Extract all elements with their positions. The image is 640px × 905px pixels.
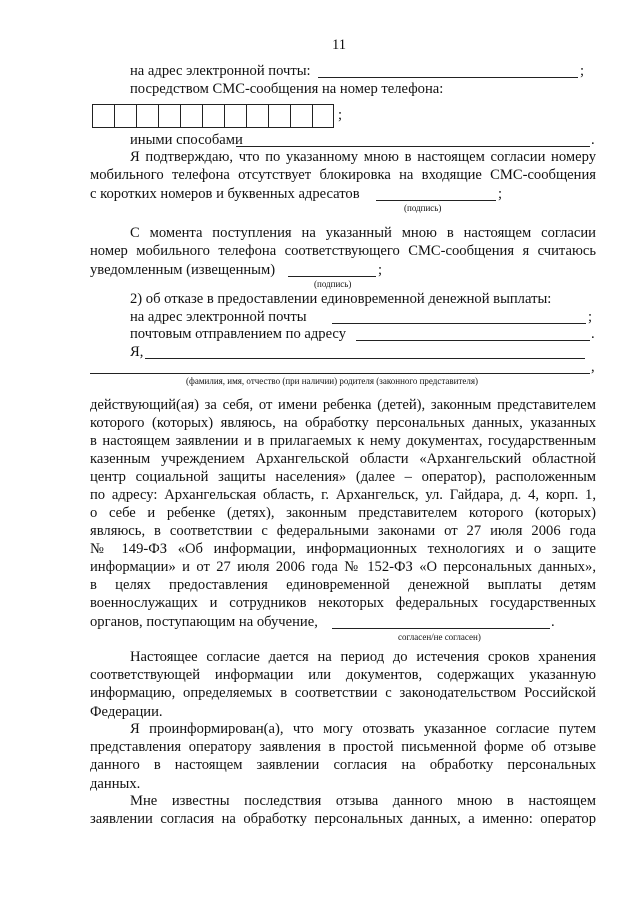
name-field-1[interactable] — [145, 358, 585, 359]
confirm-line-2: мобильного телефона отсутствует блокировка на входящие СМС-сообщения — [90, 167, 596, 183]
confirm-end: ; — [498, 186, 503, 202]
consent-line: казенным учреждением Архангельской области «Архангельский областной — [90, 451, 596, 467]
period-line: информацию, определяемых в соответствии с законодательством Российской — [90, 685, 596, 701]
consent-line: центр социальной защиты населения» (далее – оператор), расположенным — [90, 469, 596, 485]
i-label: Я, — [130, 344, 144, 360]
notice-signature-caption: (подпись) — [314, 279, 352, 289]
consent-line: о себе и ребенке (детях), законным представителем которого (которых) — [90, 505, 596, 521]
page-number: 11 — [332, 37, 347, 53]
consent-line: которого (которых) являюсь, на обработку персональных данных, указанных — [90, 415, 596, 431]
other-ways-label: иными способами — [130, 132, 243, 148]
informed-line: Я проинформирован(а), что могу отозвать указанное согласие путем — [130, 721, 596, 737]
consent-line: военнослужащих и сотрудников некоторых федеральных государственных — [90, 595, 596, 611]
refusal-email-label: на адрес электронной почты — [130, 309, 307, 325]
phone-digit-box[interactable] — [92, 104, 114, 128]
refusal-email-end: ; — [588, 309, 593, 325]
confirm-line-3: с коротких номеров и буквенных адресатов — [90, 186, 360, 202]
consent-line: являюсь, в соответствии с федеральными законами от 27 июля 2006 года — [90, 523, 596, 539]
notice-line-1: С момента поступления на указанный мною в настоящем согласии — [130, 225, 596, 241]
consent-line: действующий(ая) за себя, от имени ребенка (детей), законным представителем — [90, 397, 596, 413]
notice-line-2: номер мобильного телефона соответствующего СМС-сообщения я считаюсь — [90, 243, 596, 259]
informed-line: данного в настоящем заявлении согласия на обработку персональных — [90, 757, 596, 773]
consent-choice-field[interactable] — [332, 628, 550, 629]
informed-line: представления оператору заявления в простой письменной форме об отзыве — [90, 739, 596, 755]
consequences-line: заявлении согласия на обработку персональных данных, а именно: оператор — [90, 811, 596, 827]
sms-label: посредством СМС-сообщения на номер телефона: — [130, 81, 444, 97]
other-ways-field[interactable] — [236, 146, 590, 147]
phone-digit-box[interactable] — [290, 104, 312, 128]
name-caption: (фамилия, имя, отчество (при наличии) родителя (законного представителя) — [186, 376, 479, 386]
notice-end: ; — [378, 262, 383, 278]
phone-digit-box[interactable] — [136, 104, 158, 128]
other-ways-end: . — [591, 132, 595, 148]
consent-line: органов, поступающим на обучение, — [90, 614, 318, 630]
refusal-post-field[interactable] — [356, 340, 590, 341]
consent-line: в настоящем заявлении и в прилагаемых к нему документах, государственным — [90, 433, 596, 449]
email-field[interactable] — [318, 77, 578, 78]
phone-digit-box[interactable] — [312, 104, 334, 128]
consent-line: в целях предоставления единовременной денежной выплаты детям — [90, 577, 596, 593]
refusal-post-label: почтовым отправлением по адресу — [130, 326, 347, 342]
consent-line: по адресу: Архангельская область, г. Архангельск, ул. Гайдара, д. 4, корп. 1, — [90, 487, 596, 503]
notice-line-3: уведомленным (извещенным) — [90, 262, 276, 278]
name-end: , — [591, 359, 595, 375]
confirm-signature-caption: (подпись) — [404, 203, 442, 213]
confirm-line-1: Я подтверждаю, что по указанному мною в настоящем согласии номеру — [130, 149, 596, 165]
informed-line: данных. — [90, 776, 141, 792]
refusal-post-end: . — [591, 326, 595, 342]
phone-digit-box[interactable] — [180, 104, 202, 128]
period-line: Настоящее согласие дается на период до истечения сроков хранения — [130, 649, 596, 665]
period-line: Федерации. — [90, 704, 163, 720]
phone-digit-box[interactable] — [246, 104, 268, 128]
phone-end: ; — [338, 107, 343, 123]
phone-digit-box[interactable] — [268, 104, 290, 128]
phone-digit-box[interactable] — [224, 104, 246, 128]
consequences-line: Мне известны последствия отзыва данного мною в настоящем — [130, 793, 596, 809]
email-label: на адрес электронной почты: — [130, 63, 311, 79]
phone-digit-box[interactable] — [158, 104, 180, 128]
consent-line: № 149-ФЗ «Об информации, информационных технологиях и о защите — [90, 541, 596, 557]
period-line: соответствующей информации или документов, содержащих указанную — [90, 667, 596, 683]
refusal-email-field[interactable] — [332, 323, 586, 324]
notice-signature-field[interactable] — [288, 276, 376, 277]
refusal-heading: 2) об отказе в предоставлении единовременной денежной выплаты: — [130, 291, 552, 307]
email-end: ; — [580, 63, 585, 79]
consent-line: информации» и от 27 июля 2006 года № 152-ФЗ «О персональных данных», — [90, 559, 596, 575]
phone-digit-box[interactable] — [202, 104, 224, 128]
confirm-signature-field[interactable] — [376, 200, 496, 201]
consent-end: . — [551, 614, 555, 630]
phone-digit-box[interactable] — [114, 104, 136, 128]
name-field-2[interactable] — [90, 373, 590, 374]
consent-caption: согласен/не согласен) — [398, 632, 481, 642]
